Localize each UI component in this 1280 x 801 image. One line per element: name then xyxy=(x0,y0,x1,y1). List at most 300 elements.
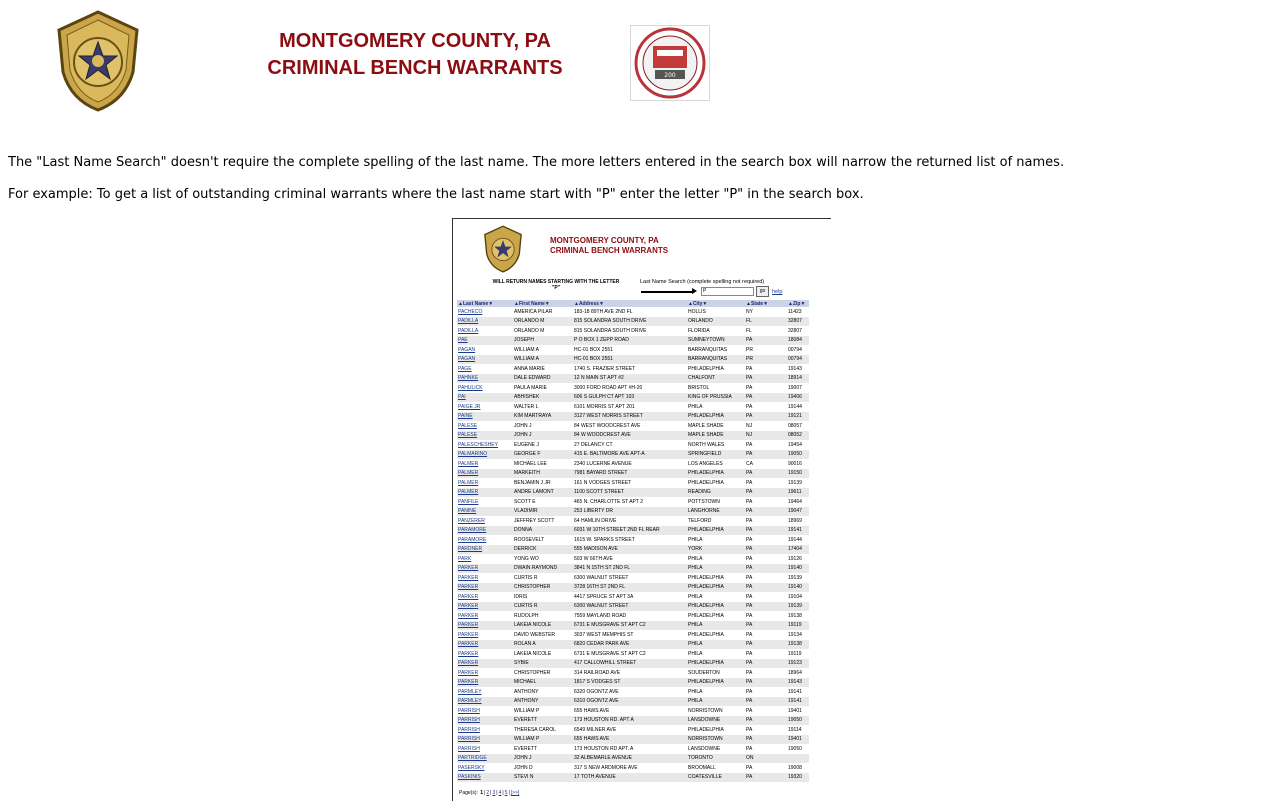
table-row xyxy=(457,507,809,517)
cell-zip: 19150 xyxy=(787,469,809,479)
cell-last-name: PAE xyxy=(457,336,513,346)
pager-separator: | xyxy=(508,790,510,796)
cell-state: PA xyxy=(746,384,753,391)
cell-city: TORONTO xyxy=(687,754,745,764)
cell-last-name: PARKER xyxy=(458,574,479,581)
cell-city: LANGHORNE xyxy=(687,507,745,517)
table-row xyxy=(457,640,809,650)
cell-city: PHILA xyxy=(688,688,703,695)
cell-city: PHILADELPHIA xyxy=(687,469,745,479)
table-row xyxy=(457,754,809,764)
cell-last-name: PALMER xyxy=(458,460,479,467)
example-screenshot xyxy=(452,218,831,801)
table-row xyxy=(457,412,809,422)
table-row xyxy=(457,763,809,773)
table-row xyxy=(457,687,809,697)
cell-state: PA xyxy=(746,707,753,714)
cell-address: 7981 BAYARD STREET xyxy=(573,469,687,479)
cell-state: PA xyxy=(746,688,753,695)
cell-zip: 19141 xyxy=(787,526,809,536)
cell-city: MAPLE SHADE xyxy=(687,431,745,441)
cell-state: PA xyxy=(746,479,753,486)
cell-zip: 19139 xyxy=(788,574,802,581)
cell-first-name: ROLAN A xyxy=(513,640,573,650)
cell-first-name: LAKEIA NICOLE xyxy=(514,650,552,657)
table-header-row xyxy=(457,300,809,307)
cell-zip: 18969 xyxy=(788,517,802,524)
cell-address: 183-18 89TH AVE 2ND FL xyxy=(574,308,633,315)
example-help-link: help xyxy=(772,289,783,295)
cell-city: LANSDOWNE xyxy=(687,716,745,726)
cell-first-name: DONNA xyxy=(513,526,573,536)
cell-address: 6310 OGONTZ AVE xyxy=(573,697,687,707)
cell-last-name: PAGE xyxy=(458,365,472,372)
cell-address: 3728 16TH ST 2ND FL xyxy=(573,583,687,593)
cell-address: 12 N MAIN ST APT #2 xyxy=(573,374,687,384)
cell-state: PA xyxy=(746,669,753,676)
cell-last-name: PARAMORE xyxy=(458,536,487,543)
cell-city: PHILADELPHIA xyxy=(687,678,745,688)
cell-state: PA xyxy=(745,564,787,574)
cell-zip: 19401 xyxy=(788,707,802,714)
cell-first-name: WALTER L xyxy=(514,403,539,410)
cell-last-name: PARK xyxy=(458,555,472,562)
arrow-right-icon xyxy=(641,291,693,293)
table-row xyxy=(457,602,809,612)
cell-first-name: JEFFREY SCOTT xyxy=(514,517,555,524)
cell-address: 417 CALLOWHILL STREET xyxy=(573,659,687,669)
cell-state: PA xyxy=(745,735,787,745)
svg-text:200: 200 xyxy=(664,72,676,79)
cell-zip: 19611 xyxy=(787,488,809,498)
cell-zip: 19050 xyxy=(788,745,802,752)
cell-city: PHILADELPHIA xyxy=(687,526,745,536)
table-row xyxy=(457,735,809,745)
cell-last-name: PALESCHESHEY xyxy=(458,441,498,448)
cell-zip: 19143 xyxy=(788,365,802,372)
cell-state: PA xyxy=(746,726,753,733)
cell-address: 173 HOUSTON RD. APT A xyxy=(573,716,687,726)
intro-line-1: The "Last Name Search" doesn't require the complete spelling of the last name. The more letters entered in the search box will narrow the returned list of names. xyxy=(8,155,1065,170)
cell-state: PA xyxy=(745,659,787,669)
cell-city: PHILADELPHIA xyxy=(687,412,745,422)
cell-city: KING OF PRUSSIA xyxy=(687,393,745,403)
cell-last-name: PARKER xyxy=(457,602,513,612)
cell-first-name: SYBIE xyxy=(513,659,573,669)
cell-zip: 19123 xyxy=(787,659,809,669)
intro-line-2: For example: To get a list of outstanding criminal warrants where the last name start with "P" enter the letter "P" in the search box. xyxy=(8,187,864,202)
table-row xyxy=(457,573,809,583)
cell-zip: 19401 xyxy=(787,735,809,745)
cell-address: 606 S GULPH CT APT 103 xyxy=(573,393,687,403)
cell-zip: 19007 xyxy=(788,384,802,391)
column-header-city: ▲City▼ xyxy=(687,300,745,307)
cell-last-name: PANFILE xyxy=(458,498,479,505)
cell-first-name: LAKEIA NICOLE xyxy=(513,621,573,631)
cell-address: 4417 SPRUCE ST APT 3A xyxy=(574,593,634,600)
cell-zip: 19134 xyxy=(788,631,802,638)
cell-state: PA xyxy=(745,773,787,783)
cell-state: PA xyxy=(746,555,753,562)
cell-address: 3000 FORD ROAD APT #H-20 xyxy=(574,384,643,391)
table-row xyxy=(457,516,809,526)
cell-address: 6101 MORRIS ST APT 201 xyxy=(574,403,635,410)
cell-last-name: PARKER xyxy=(457,678,513,688)
cell-zip: 18914 xyxy=(787,374,809,384)
pager-separator: | xyxy=(490,790,492,796)
table-row xyxy=(457,450,809,460)
cell-address: 27 DELANCY CT xyxy=(574,441,613,448)
cell-first-name: MICHAEL xyxy=(513,678,573,688)
cell-address: 17 TOTH AVENUE xyxy=(573,773,687,783)
cell-state: PA xyxy=(745,545,787,555)
column-header-state: ▲State▼ xyxy=(745,300,787,307)
cell-first-name: GEORGE F xyxy=(513,450,573,460)
cell-state: FL xyxy=(746,327,752,334)
table-row xyxy=(457,345,809,355)
cell-address: 655 HAWS AVE xyxy=(574,707,610,714)
example-search-input: P xyxy=(701,287,754,296)
table-row xyxy=(457,564,809,574)
cell-address: 6031 W 10TH STREET 2ND FL REAR xyxy=(573,526,687,536)
example-note xyxy=(481,279,631,291)
cell-last-name: PARRISH xyxy=(457,735,513,745)
table-row xyxy=(457,706,809,716)
cell-last-name: PARMLEY xyxy=(458,688,482,695)
cell-last-name: PARDNER xyxy=(457,545,513,555)
cell-last-name: PACHECO xyxy=(458,308,483,315)
cell-first-name: CHRISTOPHER xyxy=(514,669,551,676)
cell-first-name: THERESA CAROL xyxy=(514,726,556,733)
cell-last-name: PAI xyxy=(457,393,513,403)
cell-last-name: PASKINIS xyxy=(457,773,513,783)
cell-zip: 19140 xyxy=(787,583,809,593)
pager-links xyxy=(479,790,520,796)
cell-state: FL xyxy=(745,317,787,327)
cell-last-name: PARRISH xyxy=(458,707,480,714)
cell-last-name: PAINE xyxy=(457,412,513,422)
cell-city: PHILADELPHIA xyxy=(688,612,724,619)
cell-zip: 11423 xyxy=(788,308,802,315)
table-row xyxy=(457,725,809,735)
page-title-line-2: CRIMINAL BENCH WARRANTS xyxy=(267,57,563,79)
cell-last-name: PARRISH xyxy=(458,726,480,733)
column-header-first-name: ▲First Name▼ xyxy=(513,300,573,307)
cell-state: PA xyxy=(746,764,753,771)
cell-first-name: JOHN D xyxy=(514,764,533,771)
cell-city: PHILA xyxy=(688,403,703,410)
cell-state: PA xyxy=(746,441,753,448)
cell-first-name: AMERICA PILAR xyxy=(514,308,553,315)
cell-zip: 17404 xyxy=(787,545,809,555)
cell-address: 2340 LUCERNE AVENUE xyxy=(574,460,632,467)
table-body xyxy=(457,307,809,782)
table-row xyxy=(457,469,809,479)
cell-state: PA xyxy=(746,593,753,600)
cell-state: PA xyxy=(745,621,787,631)
cell-zip: 19121 xyxy=(787,412,809,422)
cell-address: 64 HAMLIN DRIVE xyxy=(574,517,617,524)
table-row xyxy=(457,440,809,450)
cell-last-name: PALMER xyxy=(457,488,513,498)
table-row xyxy=(457,535,809,545)
table-row xyxy=(457,697,809,707)
cell-last-name: PARKER xyxy=(458,669,479,676)
cell-first-name: EUGENE J xyxy=(514,441,540,448)
cell-state: PA xyxy=(746,650,753,657)
cell-last-name: PAGAN xyxy=(458,346,476,353)
pager-page-2: 2 xyxy=(486,790,490,796)
cell-state: PA xyxy=(746,745,753,752)
cell-zip: 19141 xyxy=(788,688,802,695)
cell-state: PA xyxy=(745,526,787,536)
cell-last-name: PADILLA xyxy=(457,317,513,327)
cell-zip: 08057 xyxy=(788,422,802,429)
cell-city: PHILA xyxy=(687,621,745,631)
cell-zip: 00794 xyxy=(787,355,809,365)
table-row xyxy=(457,383,809,393)
cell-zip: 32807 xyxy=(788,327,802,334)
cell-address: 7559 MAYLAND ROAD xyxy=(574,612,627,619)
table-row xyxy=(457,526,809,536)
cell-address: HC-01 BOX 2551 xyxy=(573,355,687,365)
cell-city: PHILA xyxy=(688,650,703,657)
county-seal-logo xyxy=(630,25,710,101)
cell-state: PA xyxy=(745,469,787,479)
cell-state: CA xyxy=(746,460,753,467)
cell-zip: 19454 xyxy=(788,441,802,448)
table-row xyxy=(457,621,809,631)
cell-city: PHILA xyxy=(688,536,703,543)
cell-first-name: CURTIS R xyxy=(513,602,573,612)
cell-state: NJ xyxy=(745,431,787,441)
cell-city: PHILADELPHIA xyxy=(688,726,724,733)
table-row xyxy=(457,488,809,498)
cell-city: YORK xyxy=(687,545,745,555)
table-row xyxy=(457,374,809,384)
cell-first-name: MICHAEL LEE xyxy=(514,460,547,467)
cell-state: PA xyxy=(745,602,787,612)
pager-separator: | xyxy=(502,790,504,796)
cell-last-name: PAIGE JR xyxy=(458,403,481,410)
cell-city: SOUDERTON xyxy=(688,669,720,676)
table-row xyxy=(457,326,809,336)
example-title-line-2: CRIMINAL BENCH WARRANTS xyxy=(550,246,669,255)
cell-address: 6731 E MUSGRAVE ST APT C2 xyxy=(574,650,646,657)
column-header-last-name: ▲Last Name▼ xyxy=(457,300,513,307)
cell-city: PHILADELPHIA xyxy=(688,479,724,486)
cell-first-name: JOHN J xyxy=(514,422,532,429)
pager-separator: | xyxy=(484,790,486,796)
cell-address: 84 WEST WOODCREST AVE xyxy=(574,422,641,429)
cell-first-name: WILLIAM A xyxy=(514,346,540,353)
cell-first-name: ORLANDO M xyxy=(513,317,573,327)
cell-last-name: PALESE xyxy=(457,431,513,441)
cell-last-name: PARKER xyxy=(457,621,513,631)
cell-state: PA xyxy=(745,507,787,517)
table-row xyxy=(457,478,809,488)
table-row xyxy=(457,336,809,346)
cell-last-name: PARKER xyxy=(458,631,479,638)
cell-zip: 19119 xyxy=(788,650,802,657)
cell-city: PHILA xyxy=(687,640,745,650)
cell-address: 6731 E MUSGRAVE ST APT C2 xyxy=(573,621,687,631)
table-row xyxy=(457,431,809,441)
cell-zip: 19050 xyxy=(787,716,809,726)
pager-page-1: 1 xyxy=(480,790,484,796)
cell-address: 655 HAWS AVE xyxy=(573,735,687,745)
cell-zip: 19126 xyxy=(788,555,802,562)
cell-address: 815 SOLANDRA SOUTH DRIVE xyxy=(574,327,647,334)
cell-zip: 19140 xyxy=(787,564,809,574)
page-title-line-1: MONTGOMERY COUNTY, PA xyxy=(279,30,551,52)
cell-city: SPRINGFIELD xyxy=(687,450,745,460)
cell-address: 173 HOUSTON RD APT. A xyxy=(574,745,634,752)
table-row xyxy=(457,659,809,669)
example-title-line-1: MONTGOMERY COUNTY, PA xyxy=(550,236,659,245)
cell-state: PA xyxy=(745,412,787,422)
example-search-label: Last Name Search (complete spelling not required) xyxy=(640,279,765,285)
cell-first-name: BENJAMIN J JR xyxy=(514,479,551,486)
cell-last-name: PADILLA xyxy=(458,327,479,334)
example-note-line-2: "P" xyxy=(551,285,561,291)
example-pager xyxy=(459,790,520,796)
table-row xyxy=(457,630,809,640)
cell-first-name: ANTHONY xyxy=(513,697,573,707)
cell-address: 84 W WOODCREST AVE xyxy=(573,431,687,441)
cell-first-name: DAVID WEBSTER xyxy=(514,631,556,638)
table-row xyxy=(457,554,809,564)
cell-city: PHILADELPHIA xyxy=(687,602,745,612)
cell-last-name: PARKER xyxy=(457,564,513,574)
cell-first-name: EVERETT xyxy=(513,716,573,726)
table-row xyxy=(457,459,809,469)
pager-separator: | xyxy=(496,790,498,796)
cell-city: FLORIDA xyxy=(688,327,710,334)
cell-city: PHILA xyxy=(688,555,703,562)
cell-last-name: PANZERER xyxy=(458,517,485,524)
cell-city: LANSDOWNE xyxy=(688,745,721,752)
cell-address: 1615 W. SPARKS STREET xyxy=(574,536,635,543)
cell-zip: 19320 xyxy=(787,773,809,783)
cell-address: 415 E. BALTIMORE AVE APT-A xyxy=(573,450,687,460)
cell-last-name: PARAMORE xyxy=(457,526,513,536)
cell-address: 3037 WEST MEMPHIS ST xyxy=(574,631,634,638)
cell-address: 503 W 66TH AVE xyxy=(574,555,613,562)
cell-last-name: PASERSKY xyxy=(458,764,485,771)
cell-last-name: PAHULICK xyxy=(458,384,483,391)
cell-address: 1100 SCOTT STREET xyxy=(573,488,687,498)
table-row xyxy=(457,744,809,754)
cell-first-name: KIM MARTRAYA xyxy=(513,412,573,422)
cell-zip: 08052 xyxy=(787,431,809,441)
cell-first-name: JOHN J xyxy=(513,431,573,441)
cell-zip: 19047 xyxy=(787,507,809,517)
cell-address: 1740 S. FRAZIER STREET xyxy=(574,365,636,372)
cell-first-name: ANNA MARIE xyxy=(514,365,545,372)
cell-address: 6549 MILNER AVE xyxy=(574,726,617,733)
cell-first-name: DALE EDWARD xyxy=(513,374,573,384)
cell-city: SUMNEYTOWN xyxy=(687,336,745,346)
cell-last-name: PALMER xyxy=(457,469,513,479)
cell-state: PA xyxy=(745,450,787,460)
cell-address: 32 ALBEMARLE AVENUE xyxy=(573,754,687,764)
cell-address: 6300 WALNUT STREET xyxy=(574,574,629,581)
cell-address: 6320 OGONTZ AVE xyxy=(574,688,619,695)
cell-address: 465 N. CHARLOTTE ST APT 2 xyxy=(574,498,644,505)
cell-zip: 19464 xyxy=(788,498,802,505)
cell-address: 1817 S VODGES ST xyxy=(573,678,687,688)
cell-last-name: PARMLEY xyxy=(457,697,513,707)
cell-first-name: DWAIN RAYMOND xyxy=(513,564,573,574)
cell-last-name: PARKER xyxy=(458,650,479,657)
cell-first-name: WILLIAM P xyxy=(514,707,540,714)
cell-city: PHILADELPHIA xyxy=(688,365,724,372)
cell-zip: 19050 xyxy=(787,450,809,460)
cell-last-name: PARKER xyxy=(458,612,479,619)
cell-last-name: PALMARINO xyxy=(457,450,513,460)
cell-first-name: PAULA MARIE xyxy=(514,384,547,391)
cell-zip: 19008 xyxy=(788,764,802,771)
cell-last-name: PALMER xyxy=(458,479,479,486)
cell-first-name: ORLANDO M xyxy=(514,327,545,334)
sheriff-badge-icon xyxy=(55,10,141,112)
example-title xyxy=(550,236,668,256)
cell-city: MAPLE SHADE xyxy=(688,422,724,429)
cell-address: 555 MADISON AVE xyxy=(573,545,687,555)
page-title xyxy=(215,28,615,82)
cell-last-name: PARKER xyxy=(458,593,479,600)
cell-city: NORRISTOWN xyxy=(688,707,723,714)
pager-page-4: 4 xyxy=(498,790,502,796)
cell-city: LOS ANGELES xyxy=(688,460,723,467)
cell-state: PA xyxy=(745,583,787,593)
example-sheriff-badge-icon xyxy=(483,225,523,273)
cell-state: ON xyxy=(745,754,787,764)
cell-first-name: IDRIS xyxy=(514,593,528,600)
cell-zip: 19114 xyxy=(788,726,802,733)
cell-first-name: VLADIMIR xyxy=(513,507,573,517)
table-row xyxy=(457,678,809,688)
cell-address: 314 RAILROAD AVE xyxy=(574,669,621,676)
cell-city: HOLLIS xyxy=(688,308,706,315)
cell-city: BRISTOL xyxy=(688,384,710,391)
cell-state: PA xyxy=(745,488,787,498)
cell-first-name: ANTHONY xyxy=(514,688,539,695)
cell-state: PA xyxy=(745,393,787,403)
cell-city: COATESVILLE xyxy=(687,773,745,783)
cell-zip: 19143 xyxy=(787,678,809,688)
cell-last-name: PARRISH xyxy=(457,716,513,726)
table-row xyxy=(457,592,809,602)
cell-first-name: CURTIS R xyxy=(514,574,538,581)
cell-address: HC-01 BOX 2551 xyxy=(574,346,613,353)
cell-city: PHILA xyxy=(688,593,703,600)
cell-first-name: ROOSEVELT xyxy=(514,536,545,543)
cell-city: PHILADELPHIA xyxy=(688,574,724,581)
table-row xyxy=(457,402,809,412)
cell-first-name: WILLIAM P xyxy=(513,735,573,745)
table-row xyxy=(457,355,809,365)
cell-zip: 19138 xyxy=(788,612,802,619)
cell-zip: 19144 xyxy=(788,536,802,543)
cell-zip: 19119 xyxy=(787,621,809,631)
sheriff-badge-logo xyxy=(55,10,141,112)
cell-first-name: ABHISHEK xyxy=(513,393,573,403)
cell-city: PHILADELPHIA xyxy=(688,631,724,638)
table-row xyxy=(457,773,809,783)
table-row xyxy=(457,583,809,593)
